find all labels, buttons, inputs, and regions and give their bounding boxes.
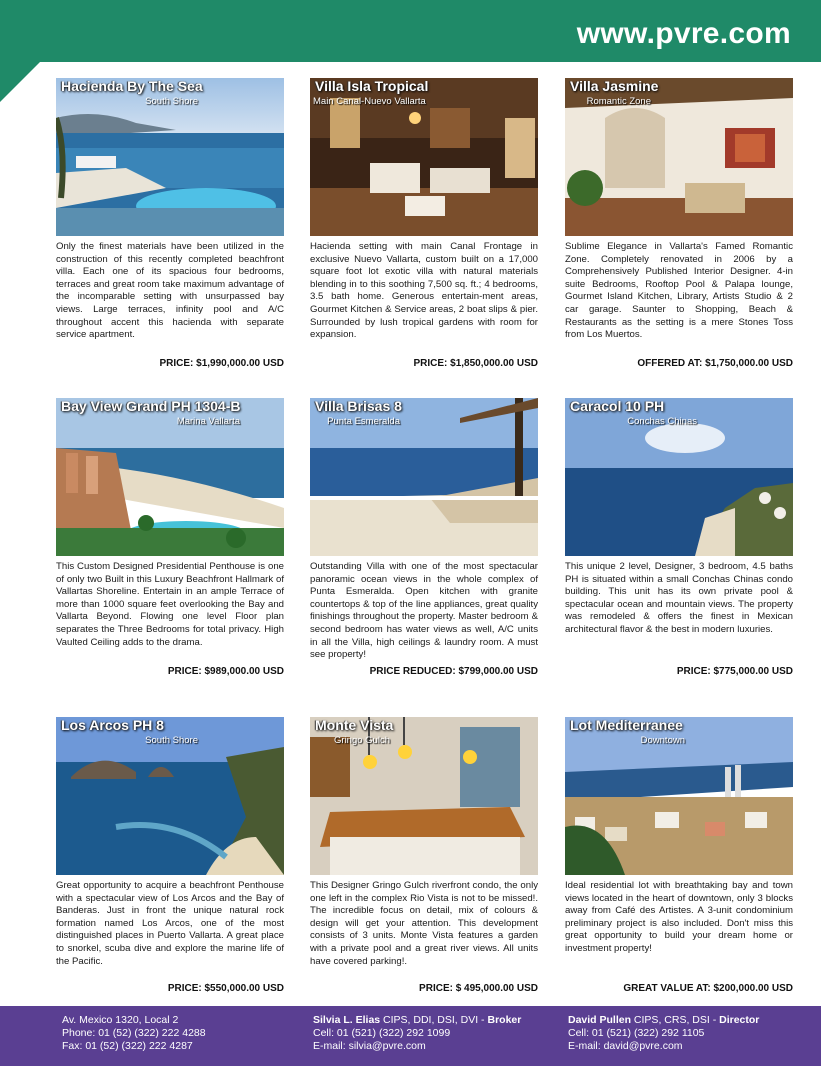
agent-cell: Cell: 01 (521) (322) 292 1099 — [313, 1027, 451, 1040]
agent-cell: Cell: 01 (521) (322) 292 1105 — [568, 1027, 705, 1040]
listing-caracol — [565, 398, 793, 669]
agent-role: Director — [719, 1014, 760, 1026]
listing-price: PRICE: $1,990,000.00 USD — [159, 358, 284, 369]
listing-location: Conchas Chinas — [627, 416, 697, 427]
agent-name-line — [313, 1014, 521, 1027]
listing-description: Hacienda setting with main Canal Frontage in exclusive Nuevo Vallarta, custom built on a 17,000 square foot lot exotic villa with natural materials blending in to this soothing 7,500 sq. ft.; 4 bedrooms, 3.5 bath home. Generous entertain-ment areas, Gourmet Kitchen & Service areas, 2 boat slips & pier. Surrounded by lush tropical gardens with room for expansion. — [310, 241, 538, 341]
listing-description: This Designer Gringo Gulch riverfront condo, the only one left in the complex Rio Vista is not to be missed!. The incredible focus on detail, mix of colours & design will get your attention. This development consists of 3 units. Monte Vista features a garden with a private pool and a great river views. All units have covered parking!. — [310, 880, 538, 967]
agent-name: Silvia L. Elias — [313, 1014, 381, 1026]
listing-photo — [565, 78, 793, 236]
listing-title: Bay View Grand PH 1304-B — [61, 398, 241, 414]
office-phone: Phone: 01 (52) (322) 222 4288 — [62, 1027, 206, 1040]
listing-location: Gringo Gulch — [334, 735, 390, 746]
beach-resort-photo — [56, 398, 284, 556]
agent-silvia-contact — [313, 1014, 521, 1054]
agent-name: David Pullen — [568, 1014, 632, 1026]
listing-price: OFFERED AT: $1,750,000.00 USD — [637, 358, 793, 369]
listing-description: This Custom Designed Presidential Penthouse is one of only two Built in this Luxury Beachfront Hallmark of Vallartas Shoreline. Entertain in an ample Terrace of more than 1000 square feet overlooking the Bay and Vallarta Beyond. Flowing one level Floor plan separates the Three Bedrooms for total privacy. High Vaulted Ceiling adds to the drama. — [56, 561, 284, 648]
listing-location: South Shore — [145, 735, 198, 746]
agent-name-line — [568, 1014, 759, 1027]
listing-villa-jasmine — [565, 78, 793, 349]
listing-photo — [56, 398, 284, 556]
office-address: Av. Mexico 1320, Local 2 — [62, 1014, 179, 1026]
listing-lot-mediterranee — [565, 717, 793, 988]
listing-location: Punta Esmeralda — [327, 416, 400, 427]
agent-role: Broker — [487, 1014, 522, 1026]
listing-photo — [565, 398, 793, 556]
listing-location: Downtown — [640, 735, 685, 746]
listing-price: PRICE: $550,000.00 USD — [167, 983, 284, 994]
listing-photo — [310, 398, 538, 556]
listing-location: South Shore — [145, 96, 198, 107]
listing-bay-view-grand — [56, 398, 284, 669]
office-fax: Fax: 01 (52) (322) 222 4287 — [62, 1040, 193, 1053]
header-wedge — [0, 62, 40, 102]
listing-villa-brisas — [310, 398, 538, 669]
footer-contact-bar — [0, 1006, 821, 1066]
listing-location: Romantic Zone — [586, 96, 651, 107]
listing-price: PRICE: $989,000.00 USD — [167, 666, 284, 677]
listing-price: PRICE: $1,850,000.00 USD — [413, 358, 538, 369]
listing-description: Only the finest materials have been utilized in the construction of this recently completed beachfront villa. Each one of its spacious four bedrooms, terraces and great room take maximum advantage of the incomparable setting with unsurpassed bay views. Large terraces, infinity pool and A/C throughout accent this hacienda with separate service apartment. — [56, 241, 284, 341]
listing-monte-vista — [310, 717, 538, 988]
listing-location: Marina Vallarta — [176, 416, 240, 427]
agent-email[interactable]: E-mail: david@pvre.com — [568, 1040, 683, 1053]
listing-title: Villa Brisas 8 — [315, 398, 402, 414]
listing-price: GREAT VALUE AT: $200,000.00 USD — [623, 983, 793, 994]
agent-email[interactable]: E-mail: silvia@pvre.com — [313, 1040, 426, 1053]
listing-title: Monte Vista — [315, 717, 394, 733]
listing-description: This unique 2 level, Designer, 3 bedroom, 4.5 baths PH is situated within a small Conchas Chinas condo building. This unit has its own private pool & spectacular ocean and mountain views. The property was remodeled & offers the finest in Mexican architectural flavor & the best in modern luxuries. — [565, 561, 793, 635]
listing-title: Hacienda By The Sea — [61, 78, 203, 94]
listing-price: PRICE: $ 495,000.00 USD — [419, 983, 538, 994]
listing-price: PRICE: $775,000.00 USD — [676, 666, 793, 677]
listing-title: Lot Mediterranee — [570, 717, 683, 733]
listing-hacienda-by-the-sea — [56, 78, 284, 349]
listing-location: Main Canal-Nuevo Vallarta — [313, 96, 426, 107]
listing-photo — [565, 717, 793, 875]
listing-photo — [310, 717, 538, 875]
listing-photo — [56, 78, 284, 236]
listing-description: Ideal residential lot with breathtaking bay and town views located in the heart of downtown, only 3 blocks away from Café des Artistes. A 3-unit condominium preliminary project is also included. Don't miss this great opportunity to build your dream home or investment property! — [565, 880, 793, 954]
agent-credentials: CIPS, CRS, DSI - — [631, 1014, 720, 1026]
listing-description: Outstanding Villa with one of the most spectacular panoramic ocean views in the whole complex of Punta Esmeralda. Open kitchen with granite countertops & top of the line appliances, great quality finishings throughout the property. Master bedroom & second bedroom has water views as well, A/C units in all the Villa, high ceilings & laundry room. A must see property! — [310, 561, 538, 661]
header-banner — [0, 0, 821, 62]
listing-title: Villa Isla Tropical — [315, 78, 429, 94]
listing-description: Great opportunity to acquire a beachfront Penthouse with a spectacular view of Los Arcos and the Bay of Banderas. Just in front the unique natural rock formation named Los Arcos, one of the most distinguished places in Puerto Vallarta. A great place to snorkel, scuba dive and explore the marine life of the Pacific. — [56, 880, 284, 967]
listing-los-arcos — [56, 717, 284, 988]
listing-title: Los Arcos PH 8 — [61, 717, 164, 733]
agent-credentials: CIPS, DDI, DSI, DVI - — [380, 1014, 488, 1026]
listing-price: PRICE REDUCED: $799,000.00 USD — [369, 666, 538, 677]
site-url[interactable]: www.pvre.com — [576, 17, 791, 50]
listing-title: Villa Jasmine — [570, 78, 659, 94]
office-contact — [62, 1014, 206, 1054]
listing-description: Sublime Elegance in Vallarta's Famed Romantic Zone. Completely renovated in 2006 by a Comprehensively Published Interior Designer. 4-in suite Bedrooms, Rooftop Pool & Palapa lounge, Gourmet Island Kitchen, Library, Artists Studio & 2 car garage. Saunter to Shopping, Beach & Restaurants as the setting is a mere Stones Toss from Los Muertos. — [565, 241, 793, 341]
listing-photo — [310, 78, 538, 236]
listing-villa-isla-tropical — [310, 78, 538, 349]
agent-david-contact — [568, 1014, 759, 1054]
listing-photo — [56, 717, 284, 875]
listing-title: Caracol 10 PH — [570, 398, 665, 414]
